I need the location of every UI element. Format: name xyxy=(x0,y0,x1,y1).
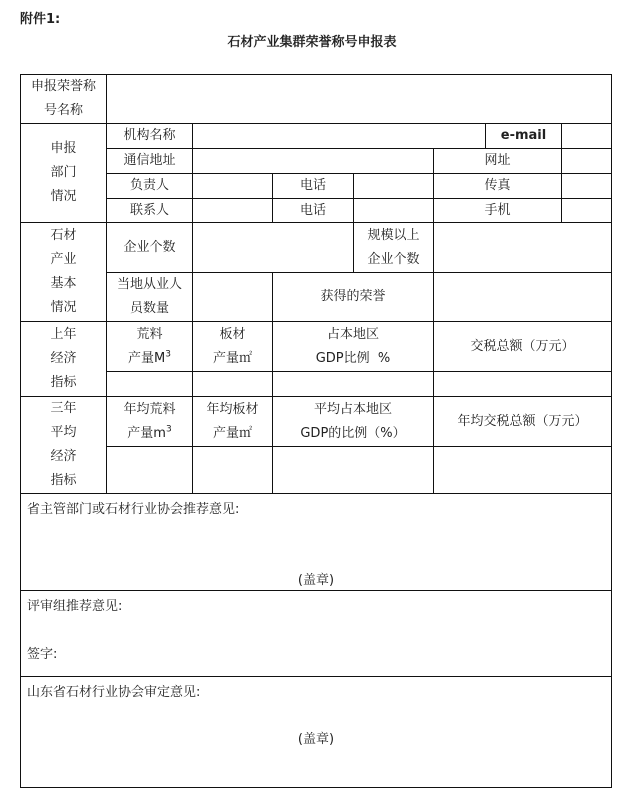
fax-input[interactable] xyxy=(561,173,612,199)
provincial-seal: (盖章) xyxy=(297,573,335,588)
gdp-ratio-line2: GDP比例 % xyxy=(315,350,391,366)
contact-label: 联系人 xyxy=(106,198,193,223)
three-year-line4: 指标 xyxy=(50,473,77,488)
avg-gdp-line1: 平均占本地区 xyxy=(313,401,392,417)
avg-slab-label xyxy=(192,396,273,447)
raw-output-input[interactable] xyxy=(106,371,193,397)
industry-section-label xyxy=(20,222,107,322)
honors-label: 获得的荣誉 xyxy=(272,272,434,322)
avg-gdp-line2: GDP的比例（%） xyxy=(300,425,406,441)
phone1-input[interactable] xyxy=(353,173,434,199)
phone2-input[interactable] xyxy=(353,198,434,223)
avg-slab-line1: 年均板材 xyxy=(206,401,259,417)
above-scale-line2: 企业个数 xyxy=(367,251,420,267)
avg-raw-line2: 产量$m^3$ xyxy=(127,424,172,441)
phone2-label: 电话 xyxy=(272,198,354,223)
above-scale-label xyxy=(353,222,434,273)
form-title: 石材产业集群荣誉称号申报表 xyxy=(227,35,397,50)
honors-input[interactable] xyxy=(433,272,612,322)
enterprise-count-input[interactable] xyxy=(192,222,354,273)
mobile-input[interactable] xyxy=(561,198,612,223)
above-scale-line1: 规模以上 xyxy=(367,227,420,243)
address-input[interactable] xyxy=(192,148,434,174)
employees-label xyxy=(106,272,193,322)
employees-line2: 员数量 xyxy=(129,301,169,316)
avg-raw-label xyxy=(106,396,193,447)
industry-label-line2: 产业 xyxy=(50,252,77,267)
avg-slab-input[interactable] xyxy=(192,446,273,494)
three-year-line1: 三年 xyxy=(50,401,77,416)
association-opinion-label: 山东省石材行业协会审定意见: xyxy=(27,685,201,700)
dept-label-line1: 申报 xyxy=(50,141,77,156)
fax-label: 传真 xyxy=(433,173,562,199)
person-in-charge-input[interactable] xyxy=(192,173,273,199)
three-year-line3: 经济 xyxy=(50,449,77,464)
industry-label-line3: 基本 xyxy=(50,276,77,291)
raw-output-line2: 产量$M^3$ xyxy=(128,349,171,366)
attachment-label: 附件1: xyxy=(20,12,61,27)
last-year-line2: 经济 xyxy=(50,351,77,366)
above-scale-input[interactable] xyxy=(433,222,612,273)
phone1-label: 电话 xyxy=(272,173,354,199)
avg-raw-line1: 年均荒料 xyxy=(123,401,176,417)
avg-gdp-input[interactable] xyxy=(272,446,434,494)
honor-name-label xyxy=(20,74,107,124)
email-label: e-mail xyxy=(485,123,562,149)
avg-gdp-label xyxy=(272,396,434,447)
industry-label-line1: 石材 xyxy=(50,228,77,243)
last-year-line1: 上年 xyxy=(50,327,77,342)
avg-slab-line2: 产量㎡ xyxy=(212,425,252,441)
dept-section-label xyxy=(20,123,107,223)
last-year-line3: 指标 xyxy=(50,375,77,390)
gdp-ratio-line1: 占本地区 xyxy=(326,326,379,342)
tax-total-label: 交税总额（万元） xyxy=(433,321,612,372)
association-opinion-box[interactable] xyxy=(20,676,612,788)
person-in-charge-label: 负责人 xyxy=(106,173,193,199)
three-year-section-label xyxy=(20,396,107,494)
raw-output-label xyxy=(106,321,193,372)
gdp-ratio-label xyxy=(272,321,434,372)
avg-tax-input[interactable] xyxy=(433,446,612,494)
review-opinion-label: 评审组推荐意见: xyxy=(27,599,123,614)
slab-output-line1: 板材 xyxy=(219,326,246,342)
slab-output-label xyxy=(192,321,273,372)
review-opinion-box[interactable] xyxy=(20,590,612,677)
dept-label-line2: 部门 xyxy=(50,165,77,180)
mobile-label: 手机 xyxy=(433,198,562,223)
honor-name-input[interactable] xyxy=(106,74,612,124)
tax-total-input[interactable] xyxy=(433,371,612,397)
three-year-line2: 平均 xyxy=(50,425,77,440)
superscript-3: 3 xyxy=(165,424,172,435)
association-seal: (盖章) xyxy=(297,732,335,747)
website-label: 网址 xyxy=(433,148,562,174)
slab-output-input[interactable] xyxy=(192,371,273,397)
provincial-opinion-label: 省主管部门或石材行业协会推荐意见: xyxy=(27,502,240,517)
honor-name-label-line1: 申报荣誉称 xyxy=(30,79,96,94)
superscript-3: 3 xyxy=(165,349,171,360)
website-input[interactable] xyxy=(561,148,612,174)
raw-output-line1: 荒料 xyxy=(136,326,163,342)
last-year-section-label xyxy=(20,321,107,397)
employees-input[interactable] xyxy=(192,272,273,322)
org-name-label: 机构名称 xyxy=(106,123,193,149)
contact-input[interactable] xyxy=(192,198,273,223)
gdp-ratio-input[interactable] xyxy=(272,371,434,397)
honor-name-label-line2: 号名称 xyxy=(43,103,83,118)
industry-label-line4: 情况 xyxy=(50,300,77,315)
dept-label-line3: 情况 xyxy=(50,189,77,204)
avg-tax-label: 年均交税总额（万元） xyxy=(433,396,612,447)
provincial-opinion-box[interactable] xyxy=(20,493,612,591)
review-sign-label: 签字: xyxy=(27,647,58,662)
avg-raw-input[interactable] xyxy=(106,446,193,494)
employees-line1: 当地从业人 xyxy=(116,277,182,292)
email-input[interactable] xyxy=(561,123,612,149)
enterprise-count-label: 企业个数 xyxy=(106,222,193,273)
address-label: 通信地址 xyxy=(106,148,193,174)
org-name-input[interactable] xyxy=(192,123,486,149)
slab-output-line2: 产量㎡ xyxy=(212,350,252,366)
